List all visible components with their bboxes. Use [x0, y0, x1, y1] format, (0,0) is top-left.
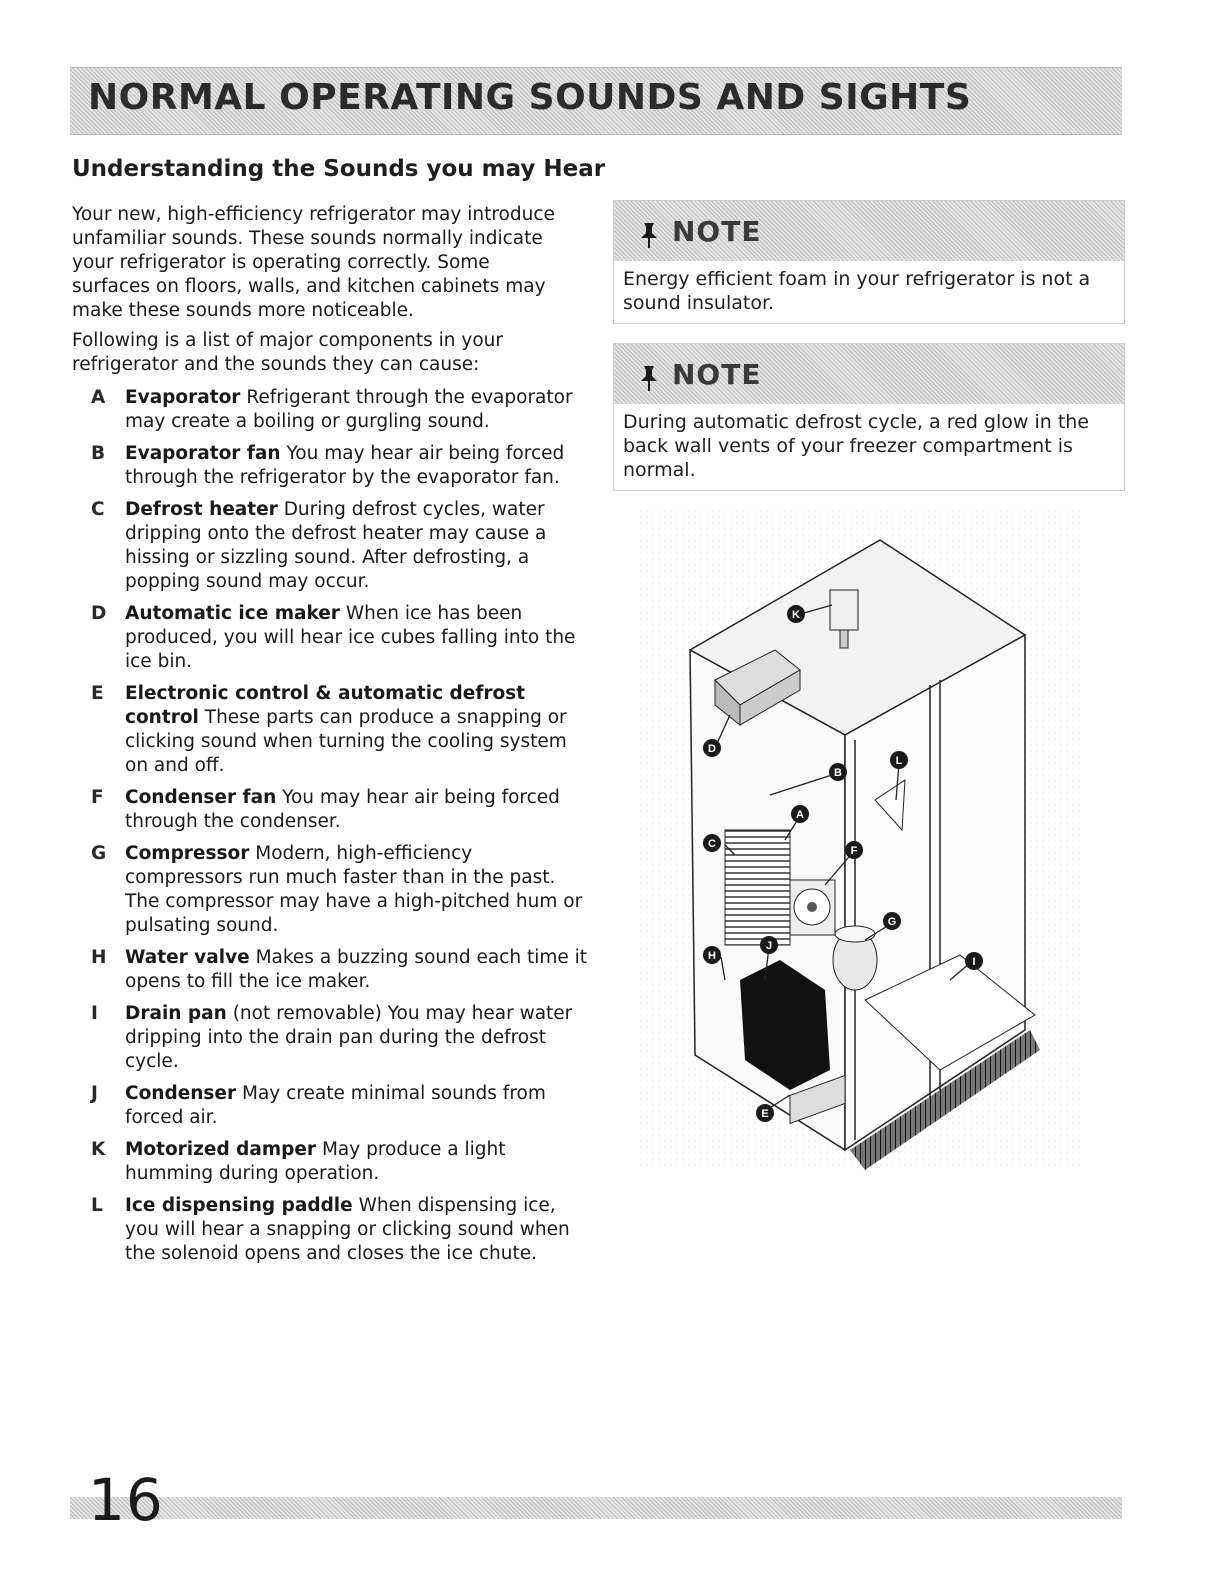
header-banner — [70, 67, 1122, 135]
item-description: Refrigerant through the evaporator may create a boiling or gurgling sound. — [125, 387, 573, 432]
callout — [965, 952, 983, 970]
note-title: NOTE — [672, 358, 762, 391]
callout — [703, 739, 721, 757]
list-item — [72, 386, 592, 434]
list-item — [72, 1002, 592, 1074]
evaporator-coil — [725, 830, 790, 945]
item-letter: G — [91, 843, 107, 864]
note-box — [613, 343, 1125, 491]
item-letter: J — [91, 1083, 98, 1104]
condenser-fan — [790, 880, 835, 935]
refrigerator-diagram — [640, 510, 1080, 1170]
callout — [760, 936, 778, 954]
note-header — [614, 201, 1124, 261]
item-name: Condenser fan — [125, 787, 277, 808]
svg-text:A: A — [796, 809, 804, 821]
pushpin-icon — [638, 364, 660, 392]
callout — [883, 912, 901, 930]
item-description: You may hear air being forced through the refrigerator by the evaporator fan. — [125, 443, 565, 488]
callout — [845, 841, 863, 859]
callout — [890, 751, 908, 769]
item-name: Condenser — [125, 1083, 237, 1104]
item-description: (not removable) You may hear water dripping into the drain pan during the defrost cycle. — [125, 1003, 573, 1072]
item-name: Water valve — [125, 947, 250, 968]
item-letter: H — [91, 947, 107, 968]
page-number: 16 — [88, 1466, 164, 1534]
svg-text:D: D — [708, 743, 716, 755]
list-item — [72, 1138, 592, 1186]
compressor — [833, 926, 877, 990]
item-letter: A — [91, 387, 106, 408]
list-item — [72, 1082, 592, 1130]
callout — [703, 834, 721, 852]
intro-paragraph: Following is a list of major components in your refrigerator and the sounds they can cause: — [72, 330, 503, 375]
list-item — [72, 1194, 592, 1266]
svg-text:L: L — [895, 755, 903, 767]
item-letter: D — [91, 603, 107, 624]
note-box — [613, 200, 1125, 324]
item-letter: C — [91, 499, 105, 520]
page-title: NORMAL OPERATING SOUNDS AND SIGHTS — [88, 77, 972, 118]
item-letter: I — [91, 1003, 98, 1024]
item-letter: E — [91, 683, 104, 704]
note-header — [614, 344, 1124, 404]
note-text: Energy efficient foam in your refrigerator is not a sound insulator. — [614, 261, 1124, 323]
list-item — [72, 786, 592, 834]
item-description: During defrost cycles, water dripping onto the defrost heater may cause a hissing or sizzling sound. After defrosting, a popping sound may occur. — [125, 499, 547, 592]
svg-text:H: H — [708, 950, 716, 962]
item-name: Defrost heater — [125, 499, 278, 520]
svg-text:E: E — [761, 1108, 769, 1120]
item-name: Evaporator fan — [125, 443, 281, 464]
item-description: May produce a light humming during operation. — [125, 1139, 506, 1184]
svg-text:G: G — [887, 916, 897, 928]
item-name: Automatic ice maker — [125, 603, 340, 624]
svg-text:K: K — [792, 609, 800, 621]
svg-text:F: F — [850, 845, 858, 857]
item-name: Drain pan — [125, 1003, 227, 1024]
item-name: Compressor — [125, 843, 250, 864]
svg-text:I: I — [972, 956, 976, 968]
item-description: Makes a buzzing sound each time it opens to fill the ice maker. — [125, 947, 588, 992]
list-item — [72, 602, 592, 674]
item-letter: F — [91, 787, 104, 808]
svg-text:C: C — [708, 838, 716, 850]
item-letter: L — [91, 1195, 103, 1216]
note-text: During automatic defrost cycle, a red glow in the back wall vents of your freezer compartment is normal. — [614, 404, 1124, 490]
item-description: Modern, high-efficiency compressors run much faster than in the past. The compressor may have a high-pitched hum or pulsating sound. — [125, 843, 583, 936]
list-item — [72, 842, 592, 938]
item-letter: B — [91, 443, 106, 464]
svg-text:B: B — [834, 767, 842, 779]
item-name: Motorized damper — [125, 1139, 317, 1160]
intro-text — [72, 203, 572, 383]
item-letter: K — [91, 1139, 106, 1160]
callout — [703, 946, 721, 964]
callout — [756, 1104, 774, 1122]
intro-paragraph: Your new, high-efficiency refrigerator may introduce unfamiliar sounds. These sounds normally indicate your refrigerator is operating correctly. Some surfaces on floors, walls, and kitchen cabinets may make these sounds more noticeable. — [72, 204, 555, 321]
list-item — [72, 946, 592, 994]
note-title: NOTE — [672, 215, 762, 248]
list-item — [72, 682, 592, 778]
footer-bar — [70, 1497, 1122, 1519]
list-item — [72, 442, 592, 490]
pushpin-icon — [638, 221, 660, 249]
item-name: Electronic control & automatic defrost control — [125, 683, 526, 728]
item-description: When ice has been produced, you will hear ice cubes falling into the ice bin. — [125, 603, 576, 672]
section-heading: Understanding the Sounds you may Hear — [72, 156, 606, 182]
item-name: Evaporator — [125, 387, 241, 408]
item-name: Ice dispensing paddle — [125, 1195, 353, 1216]
svg-text:J: J — [765, 940, 773, 952]
item-description: When dispensing ice, you will hear a snapping or clicking sound when the solenoid opens and closes the ice chute. — [125, 1195, 570, 1264]
item-description: These parts can produce a snapping or clicking sound when turning the cooling system on and off. — [125, 707, 567, 776]
item-description: You may hear air being forced through the condenser. — [125, 787, 560, 832]
component-list — [72, 386, 592, 1274]
item-description: May create minimal sounds from forced air. — [125, 1083, 546, 1128]
callout — [829, 763, 847, 781]
callout — [787, 605, 805, 623]
list-item — [72, 498, 592, 594]
callout — [791, 805, 809, 823]
